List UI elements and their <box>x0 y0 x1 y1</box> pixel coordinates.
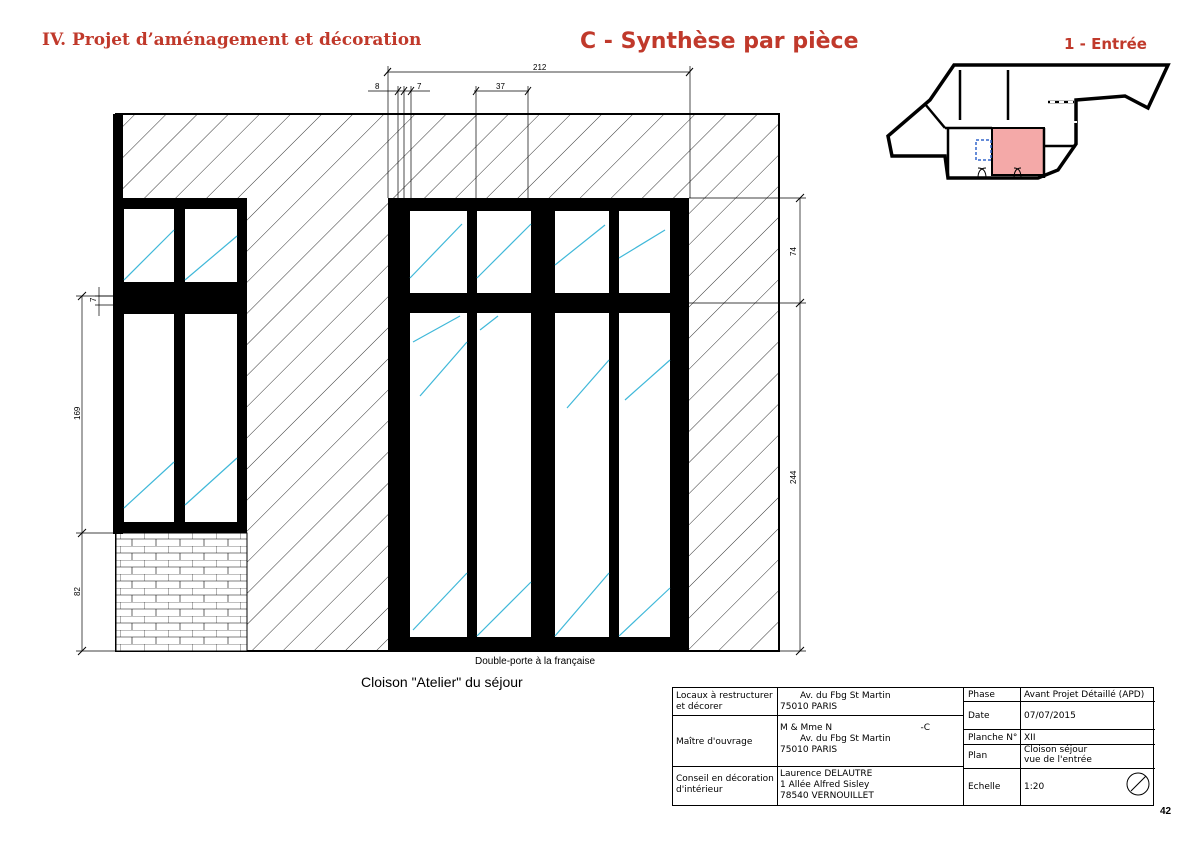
planche-label: Planche N° <box>968 733 1018 743</box>
page-number: 42 <box>1160 806 1172 817</box>
echelle-value: 1:20 <box>1024 782 1045 792</box>
maitre-label: Maître d'ouvrage <box>676 737 753 747</box>
conseil-label: Conseil en décoration d'intérieur <box>676 774 774 795</box>
planche-value: XII <box>1024 733 1036 743</box>
plan-label: Plan <box>968 751 988 761</box>
plan-value: Cloison séjour vue de l'entrée <box>1024 745 1092 765</box>
conseil-block: Laurence DELAUTRE 1 Allée Alfred Sisley 78540 VERNOUILLET <box>780 769 874 801</box>
dim-frame-8: 8 <box>375 82 380 91</box>
left-window <box>116 198 247 533</box>
keyplan-highlight-room <box>992 128 1044 175</box>
maitre-block: M & Mme N -C Av. du Fbg St Martin 75010 PARIS <box>780 723 930 755</box>
locaux-address: Av. du Fbg St Martin 75010 PARIS <box>780 691 891 712</box>
section-heading: IV. Projet d’aménagement et décoration <box>42 30 422 50</box>
dim-window-height: 169 <box>73 406 82 420</box>
locaux-label: Locaux à restructurer et décorer <box>676 691 773 712</box>
phase-label: Phase <box>968 690 995 700</box>
door-label: Double-porte à la française <box>475 656 596 667</box>
dim-pane-width: 37 <box>496 82 505 91</box>
dim-door-height: 244 <box>789 470 798 484</box>
key-plan <box>880 60 1180 190</box>
brick-base <box>116 533 247 651</box>
dim-frame-7: 7 <box>417 82 422 91</box>
dim-transom-height: 74 <box>789 247 798 256</box>
north-arrow-icon <box>1125 771 1151 797</box>
date-value: 07/07/2015 <box>1024 711 1076 721</box>
dim-total-width: 212 <box>533 63 547 72</box>
double-door <box>388 198 689 651</box>
date-label: Date <box>968 711 990 721</box>
page-title: C - Synthèse par pièce <box>580 29 859 54</box>
dim-brick-height: 82 <box>73 587 82 596</box>
phase-value: Avant Projet Détaillé (APD) <box>1024 690 1145 700</box>
room-label: 1 - Entrée <box>1064 35 1147 53</box>
title-block <box>672 687 1154 806</box>
echelle-label: Echelle <box>968 782 1001 792</box>
drawing-caption: Cloison "Atelier" du séjour <box>361 674 523 690</box>
dim-sill-gap: 7 <box>89 297 98 302</box>
